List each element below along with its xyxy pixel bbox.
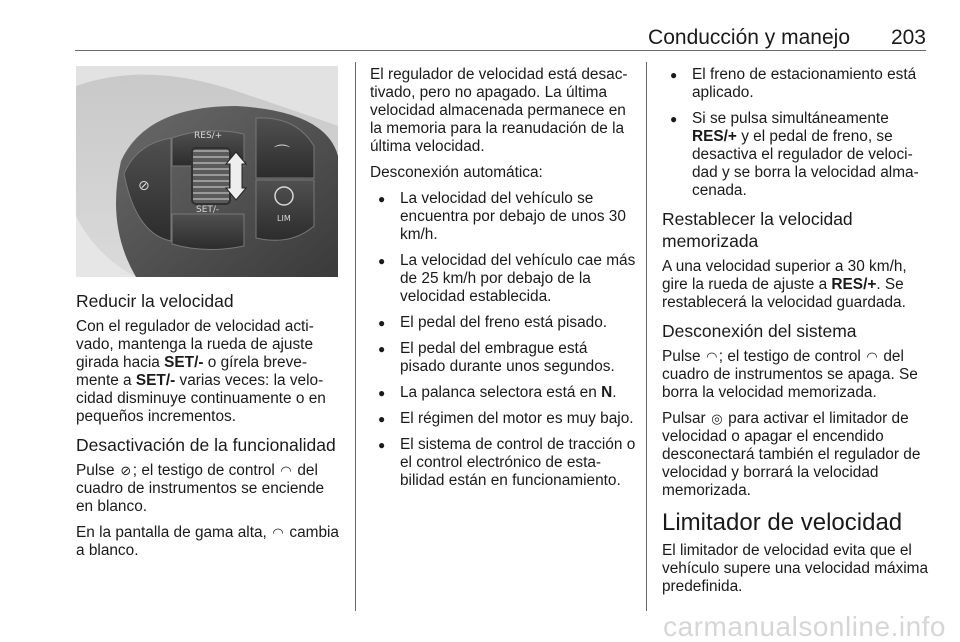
list-item: ● Si se pulsa simultáneamente RES/+ y el pedal de freno, se desactiva el regulador de veloci- dad y se borra la velocidad alma- cenada. xyxy=(662,110,930,200)
list-item: ● El régimen del motor es muy bajo. xyxy=(370,410,636,428)
paragraph-restablecer: A una velocidad superior a 30 km/h, gire la rueda de ajuste a RES/+. Se restablecerá la velocidad guardada. xyxy=(662,258,907,311)
speed-limiter-icon: ◎ xyxy=(711,411,723,426)
cruise-control-icon: ◠ xyxy=(706,349,718,364)
cruise-control-icon: ◠ xyxy=(866,349,878,364)
heading-restablecer: Restablecer la velocidad memorizada xyxy=(662,209,853,251)
cruise-cancel-icon: ⊘ xyxy=(120,463,132,478)
header-rule xyxy=(75,50,926,51)
paragraph-pulse: Pulse ⊘ ; el testigo de control ◠ del cuadro de instrumentos se enciende en blanco. xyxy=(76,462,325,515)
paragraph-limitador: El limitador de velocidad evita que el vehículo supere una velocidad máxima predefinida. xyxy=(662,542,929,595)
page-number: 203 xyxy=(890,26,926,49)
list-item: ● El freno de estacionamiento está aplicado. xyxy=(662,66,930,102)
heading-desconexion-sistema: Desconexión del sistema xyxy=(662,321,857,341)
list-item: ● El pedal del freno está pisado. xyxy=(370,314,636,332)
cruise-control-icon: ⌒ xyxy=(274,143,291,162)
section-title: Conducción y manejo xyxy=(648,26,850,49)
list-item: ● La velocidad del vehículo se encuentra por debajo de unos 30 km/h. xyxy=(370,190,636,244)
cruise-control-icon: ◠ xyxy=(280,463,292,478)
paragraph-gama-alta: En la pantalla de gama alta, ◠ cambia a blanco. xyxy=(76,524,339,559)
paragraph-reducir: Con el regulador de velocidad acti- vado, mantenga la rueda de ajuste girada hacia SET/- o gírela breve- mente a SET/- varias veces: la velo- cidad disminuye continuamente o en pequeños incrementos. xyxy=(76,318,326,425)
watermark: carmanualsonline.info xyxy=(663,611,946,642)
paragraph-sistema: Pulse ◠; el testigo de control ◠ del cuadro de instrumentos se apaga. Se borra la velocidad memorizada. xyxy=(662,348,918,401)
heading-desactivacion: Desactivación de la funcionalidad xyxy=(76,435,336,455)
column-divider xyxy=(355,62,356,611)
lim-label: LIM xyxy=(277,214,291,223)
list-item: ● El pedal del embrague está pisado durante unos segundos. xyxy=(370,340,636,376)
cruise-control-figure xyxy=(76,66,338,277)
cruise-control-icon: ◠ xyxy=(272,525,284,540)
column-2 xyxy=(370,66,636,498)
paragraph-desactivado: El regulador de velocidad está desac- tivado, pero no apagado. La última velocidad almacenada permanece en la memoria para la reanudación de la última velocidad. xyxy=(370,66,628,155)
bullet-list-continued xyxy=(662,66,930,200)
list-item: ● La palanca selectora está en N. xyxy=(370,384,636,402)
paragraph-desconexion-automatica: Desconexión automática: xyxy=(370,164,543,181)
heading-limitador-velocidad: Limitador de velocidad xyxy=(662,509,903,536)
column-1 xyxy=(76,290,342,568)
steering-wheel-illustration xyxy=(76,66,338,277)
page-header xyxy=(75,24,926,52)
bullet-list-conditions xyxy=(370,190,636,490)
adjuster-wheel xyxy=(192,148,230,204)
set-label: SET/- xyxy=(196,205,220,215)
heading-reducir-velocidad: Reducir la velocidad xyxy=(76,291,234,311)
column-3 xyxy=(662,66,930,604)
paragraph-pulsar-limitador: Pulsar ◎ para activar el limitador de velocidad o apagar el encendido desconectará también el regulador de velocidad y borrará la velocidad memorizada. xyxy=(662,410,921,499)
column-divider xyxy=(646,62,647,611)
res-label: RES/+ xyxy=(194,131,223,141)
cancel-icon: ⊘ xyxy=(138,178,150,194)
list-item: ● La velocidad del vehículo cae más de 25 km/h por debajo de la velocidad establecida. xyxy=(370,252,636,306)
list-item: ● El sistema de control de tracción o el control electrónico de esta- bilidad están en funcionamiento. xyxy=(370,436,636,490)
